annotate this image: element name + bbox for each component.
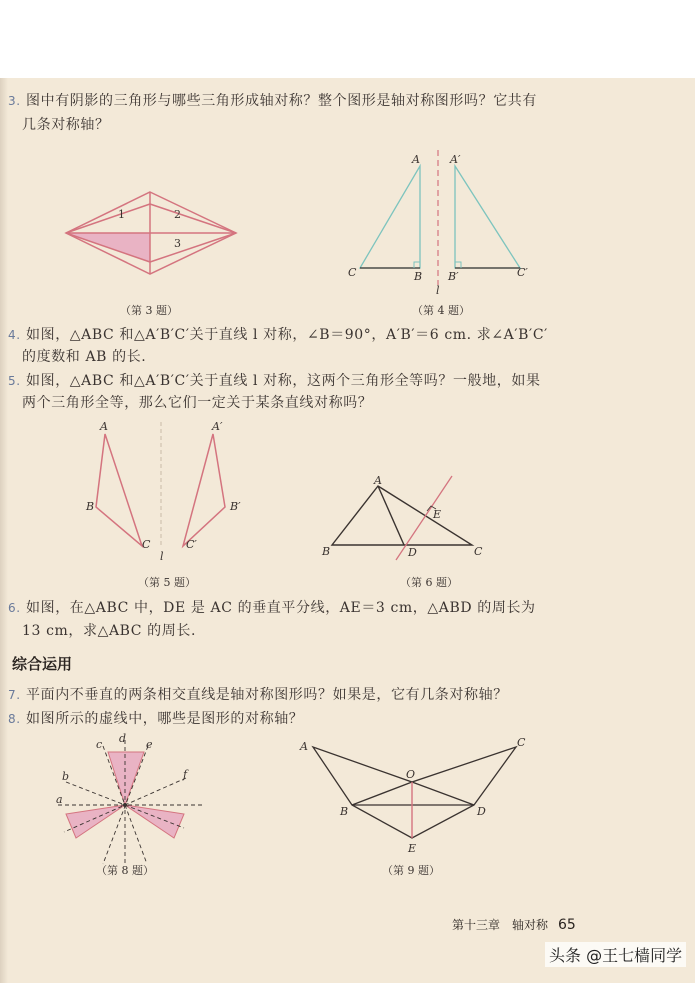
question-number: 8.	[8, 712, 21, 726]
label-b: b	[62, 770, 70, 783]
question-text: 如图，在△ABC 中，DE 是 AC 的垂直平分线，AE＝3 cm，△ABD 的周长为	[26, 600, 536, 616]
label-A: A	[100, 420, 108, 433]
label-d: d	[119, 732, 127, 745]
caption-fig8: （第 8 题）	[96, 864, 154, 877]
label-B-prime: B′	[230, 500, 241, 513]
label-A-prime: A′	[450, 153, 461, 166]
question-number: 6.	[8, 601, 21, 615]
label-C-prime: C′	[186, 538, 197, 551]
label-E: E	[433, 508, 442, 521]
label-B-prime: B′	[448, 270, 459, 283]
question-5-line2: 两个三角形全等，那么它们一定关于某条直线对称吗？	[22, 395, 373, 411]
question-6-line2: 13 cm，求△ABC 的周长.	[22, 623, 197, 639]
page-number: 65	[558, 917, 576, 933]
question-number: 7.	[8, 688, 21, 702]
label-A-prime: A′	[212, 420, 223, 433]
label-A: A	[374, 474, 382, 487]
question-4-line2: 的度数和 AB 的长.	[22, 349, 147, 365]
label-2: 2	[174, 208, 181, 221]
label-C-prime: C′	[517, 266, 528, 279]
label-D: D	[408, 546, 417, 559]
label-f: f	[183, 768, 188, 781]
caption-fig6: （第 6 题）	[400, 576, 458, 589]
label-C: C	[142, 538, 151, 551]
caption-fig5: （第 5 题）	[138, 576, 196, 589]
label-1: 1	[118, 208, 125, 221]
question-number: 3.	[8, 94, 21, 108]
label-B: B	[86, 500, 95, 513]
label-e: e	[146, 738, 153, 751]
question-text: 如图所示的虚线中，哪些是图形的对称轴？	[26, 711, 304, 727]
chapter-title: 第十三章 轴对称	[452, 918, 549, 932]
label-c: c	[96, 738, 103, 751]
page-footer	[452, 916, 576, 933]
segment-od	[412, 782, 474, 805]
question-text: 图中有阴影的三角形与哪些三角形成轴对称？整个图形是轴对称图形吗？它共有	[26, 93, 537, 109]
label-B: B	[322, 545, 331, 558]
label-a: a	[56, 793, 63, 806]
label-C: C	[348, 266, 357, 279]
question-number: 5.	[8, 374, 21, 388]
label-B: B	[340, 805, 349, 818]
label-l: l	[436, 284, 440, 297]
watermark: 头条 @王七樯同学	[545, 942, 686, 967]
label-3: 3	[174, 237, 181, 250]
caption-fig3: （第 3 题）	[120, 304, 178, 317]
label-O: O	[406, 768, 416, 781]
segment-bo	[352, 782, 412, 805]
label-A: A	[300, 740, 308, 753]
outer-outline	[313, 747, 516, 838]
question-3-line2: 几条对称轴？	[22, 117, 110, 133]
label-A: A	[412, 153, 420, 166]
label-C: C	[517, 736, 526, 749]
label-l: l	[160, 550, 164, 563]
question-text: 平面内不垂直的两条相交直线是轴对称图形吗？如果是，它有几条对称轴？	[26, 687, 508, 703]
label-C: C	[474, 545, 483, 558]
caption-fig4: （第 4 题）	[412, 304, 470, 317]
caption-fig9: （第 9 题）	[382, 864, 440, 877]
section-title: 综合运用	[12, 655, 73, 673]
question-text: 如图，△ABC 和△A′B′C′关于直线 l 对称，∠B＝90°，A′B′＝6 cm. 求∠A′B′C′	[26, 327, 548, 343]
question-number: 4.	[8, 328, 21, 342]
label-B: B	[414, 270, 423, 283]
question-text: 如图，△ABC 和△A′B′C′关于直线 l 对称，这两个三角形全等吗？一般地，如果	[26, 373, 541, 389]
label-D: D	[477, 805, 486, 818]
label-E: E	[408, 842, 417, 855]
